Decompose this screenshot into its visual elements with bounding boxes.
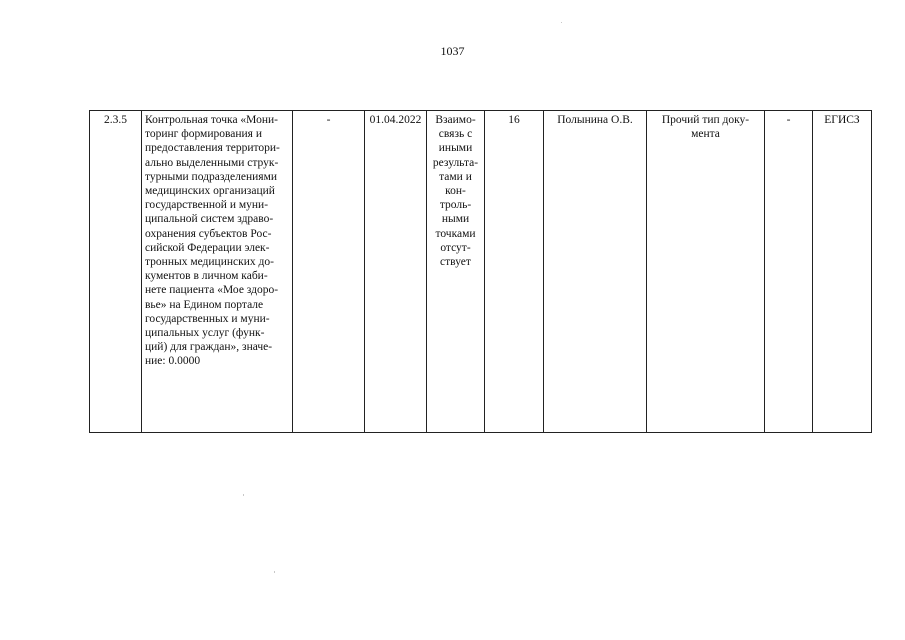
row-id-cell: 2.3.5	[90, 111, 142, 433]
doc-type-cell: Прочий тип доку- мента	[647, 111, 765, 433]
description-cell: Контрольная точка «Мони- торинг формирования и предоставления территори- ально выделенными струк- турными подразделениями медицинских организаций государственной и муни- ципальной систем здраво- охранения субъектов Рос- сийской Федерации элек- тронных медицинских до- кументов в личном каби- нете пациента «Мое здоро- вье» на Едином портале государственных и муни- ципальных услуг (функ- ций) для граждан», значе- ние: 0.0000	[142, 111, 293, 433]
control-point-table	[89, 110, 872, 433]
responsible-cell: Полынина О.В.	[544, 111, 647, 433]
table-row	[90, 111, 872, 433]
start-date-cell: -	[293, 111, 365, 433]
system-cell: ЕГИСЗ	[813, 111, 872, 433]
end-date-cell: 01.04.2022	[365, 111, 427, 433]
scan-speck	[561, 22, 562, 23]
scan-speck	[243, 494, 244, 496]
page-number: 1037	[440, 44, 465, 58]
relation-cell: Взаимо- связь с иными результа- тами и кон- троль- ными точками отсут- ствует	[427, 111, 485, 433]
level-cell: 16	[485, 111, 544, 433]
scan-speck	[274, 571, 275, 573]
extra-cell: -	[765, 111, 813, 433]
